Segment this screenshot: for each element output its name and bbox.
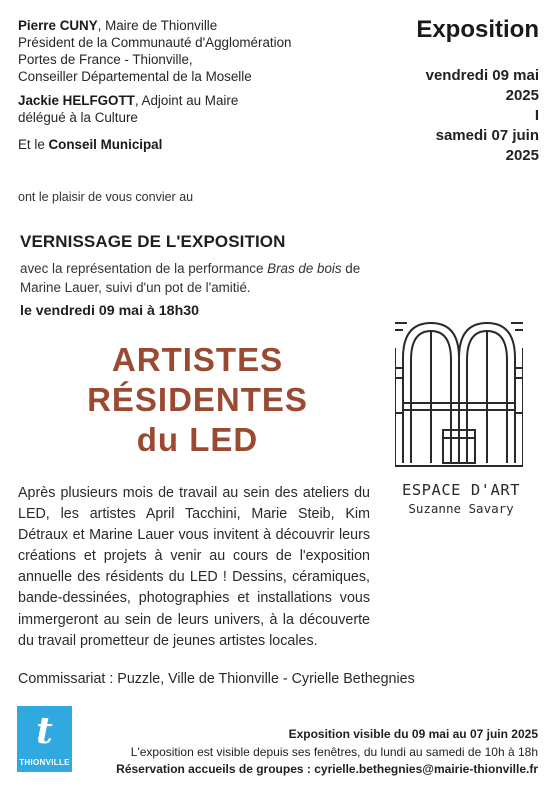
espace-art-logo [395, 318, 523, 478]
credits: Commissariat : Puzzle, Ville de Thionville - Cyrielle Bethegnies [18, 671, 415, 687]
performance-title: Bras de bois [267, 261, 342, 276]
footer-hours: L'exposition est visible depuis ses fenêtres, du lundi au samedi de 10h à 18h [130, 744, 538, 759]
year-start: 2025 [505, 87, 539, 104]
logo-subtitle: Suzanne Savary [408, 501, 514, 516]
host-pierre-role: , Maire de Thionville [97, 18, 218, 33]
host-pierre-name: Pierre CUNY [18, 18, 98, 33]
vernissage-desc-after: de Marine Lauer, suivi d'un pot de l'amitié. [20, 261, 361, 295]
host-jackie-role-2: délégué à la Culture [18, 110, 138, 125]
invite-text: ont le plaisir de vous convier au [18, 190, 194, 204]
exposition-title: Exposition [416, 16, 539, 43]
thionville-logo-word: THIONVILLE [19, 758, 70, 767]
host-jackie [18, 92, 378, 109]
main-title [20, 340, 375, 460]
footer-dates: Exposition visible du 09 mai au 07 juin 2025 [288, 727, 538, 741]
exposition-dates [369, 66, 539, 166]
thionville-logo-letter: t [36, 710, 53, 752]
host-pierre [18, 17, 378, 34]
host-council [18, 136, 378, 153]
host-council-prefix: Et le [18, 137, 49, 152]
date-start: vendredi 09 mai [425, 67, 539, 84]
main-title-line-3: du LED [136, 421, 259, 458]
host-jackie-role: , Adjoint au Maire [134, 93, 239, 108]
main-title-line-2: RÉSIDENTES [87, 381, 308, 418]
main-title-line-1: ARTISTES [111, 341, 284, 378]
vernissage-description [20, 259, 370, 297]
footer-reservation: Réservation accueils de groupes : cyrielle.bethegnies@mairie-thionville.fr [116, 762, 538, 776]
vernissage-desc-before: avec la représentation de la performance [20, 261, 268, 276]
building-facade-icon [395, 318, 523, 473]
host-council-name: Conseil Municipal [48, 137, 163, 152]
host-pierre-role-2: Président de la Communauté d'Agglomération [18, 35, 292, 50]
body-paragraph: Après plusieurs mois de travail au sein des ateliers du LED, les artistes April Tacchini, Marie Steib, Kim Détraux et Marine Lauer vous invitent à découvrir leurs créations et projets à venir au cours de l'exposition annuelle des résidents du LED ! Dessins, céramiques, bande-dessinées, photographies et installations vous immergeront au sein de leurs univers, à la découverte du travail prometteur de jeunes artistes locales. [18, 485, 370, 649]
footer-info [88, 726, 538, 779]
vernissage-date: le vendredi 09 mai à 18h30 [20, 303, 200, 319]
hosts-block [18, 17, 378, 153]
host-jackie-name: Jackie HELFGOTT [18, 93, 135, 108]
host-pierre-role-3: Portes de France - Thionville, [18, 52, 193, 67]
host-pierre-role-4: Conseiller Départemental de la Moselle [18, 69, 252, 84]
date-separator: I [534, 107, 539, 124]
year-end: 2025 [505, 147, 539, 164]
thionville-logo [17, 706, 72, 772]
logo-name: ESPACE D'ART [402, 481, 520, 499]
date-end: samedi 07 juin [435, 127, 539, 144]
vernissage-title: VERNISSAGE DE L'EXPOSITION [20, 232, 286, 251]
